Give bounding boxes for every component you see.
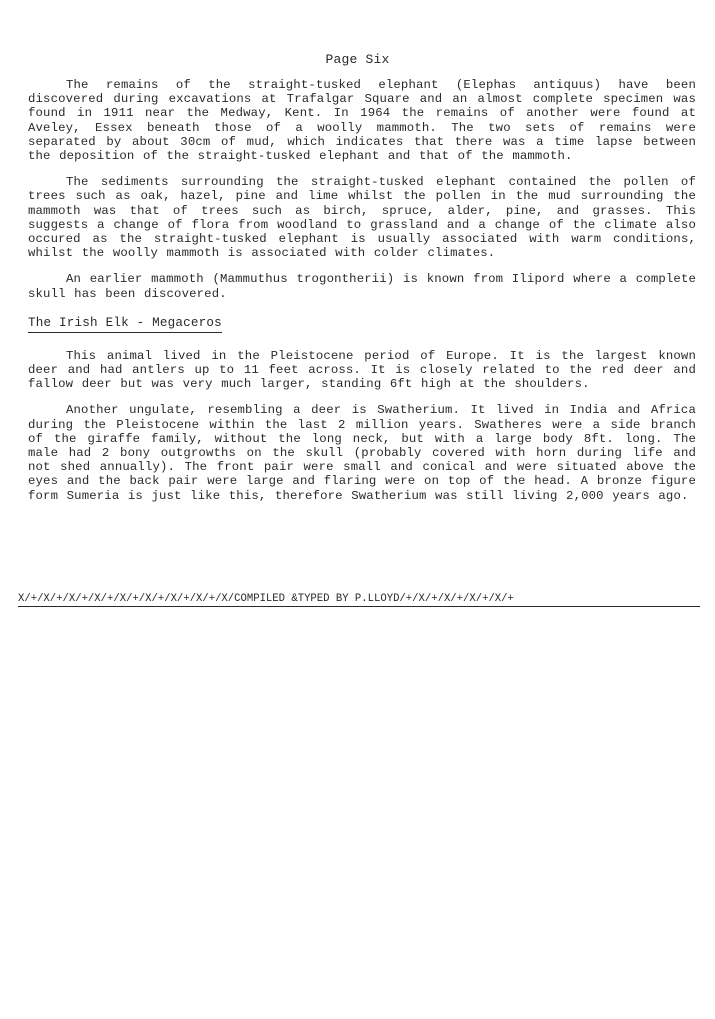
paragraph-irish-elk: This animal lived in the Pleistocene period of Europe. It is the largest known deer and had antlers up to 11 feet across. It is closely related to the red deer and fallow deer but was very much larger, standing 6ft high at the shoulders. bbox=[28, 348, 696, 392]
body-text bbox=[28, 78, 696, 515]
paragraph-sediments: The sediments surrounding the straight-tusked elephant contained the pollen of trees such as oak, hazel, pine and lime whilst the pollen in the mud surrounding the mammoth was that of trees such as birch, spruce, alder, pine, and grasses. This suggests a change of flora from woodland to grassland and a change of the climate also occured as the straight-tusked elephant is usually associated with warm conditions, whilst the woolly mammoth is associated with colder climates. bbox=[28, 175, 696, 261]
paragraph-straight-tusked-elephant: The remains of the straight-tusked elephant (Elephas antiquus) have been discovered during excavations at Trafalgar Square and an almost complete specimen was found in 1911 near the Medway, Kent. In 1964 the remains of another were found at Aveley, Essex beneath those of a woolly mammoth. The two sets of remains were separated by about 30cm of mud, which indicates that there was a time lapse between the deposition of the straight-tusked elephant and that of the mammoth. bbox=[28, 78, 696, 164]
paragraph-swatherium: Another ungulate, resembling a deer is Swatherium. It lived in India and Africa during the Pleistocene within the last 2 million years. Swatheres were a side branch of the giraffe family, without the long neck, but with a large body 8ft. long. The male had 2 bony outgrowths on the skull (probably covered with horn during life and not shed annually). The front pair were small and conical and were situated above the eyes and the back pair were large and flaring were on top of the head. A bronze figure form Sumeria is just like this, therefore Swatherium was still living 2,000 years ago. bbox=[28, 403, 696, 503]
section-heading-irish-elk: The Irish Elk - Megaceros bbox=[28, 316, 222, 333]
page-number: Page Six bbox=[325, 52, 390, 67]
paragraph-earlier-mammoth: An earlier mammoth (Mammuthus trogontherii) is known from Ilipord where a complete skull has been discovered. bbox=[28, 272, 696, 301]
footer-compiled-by: X/+/X/+/X/+/X/+/X/+/X/+/X/+/X/+/X/COMPILED &TYPED BY P.LLOYD/+/X/+/X/+/X/+/X/+ bbox=[18, 592, 700, 607]
